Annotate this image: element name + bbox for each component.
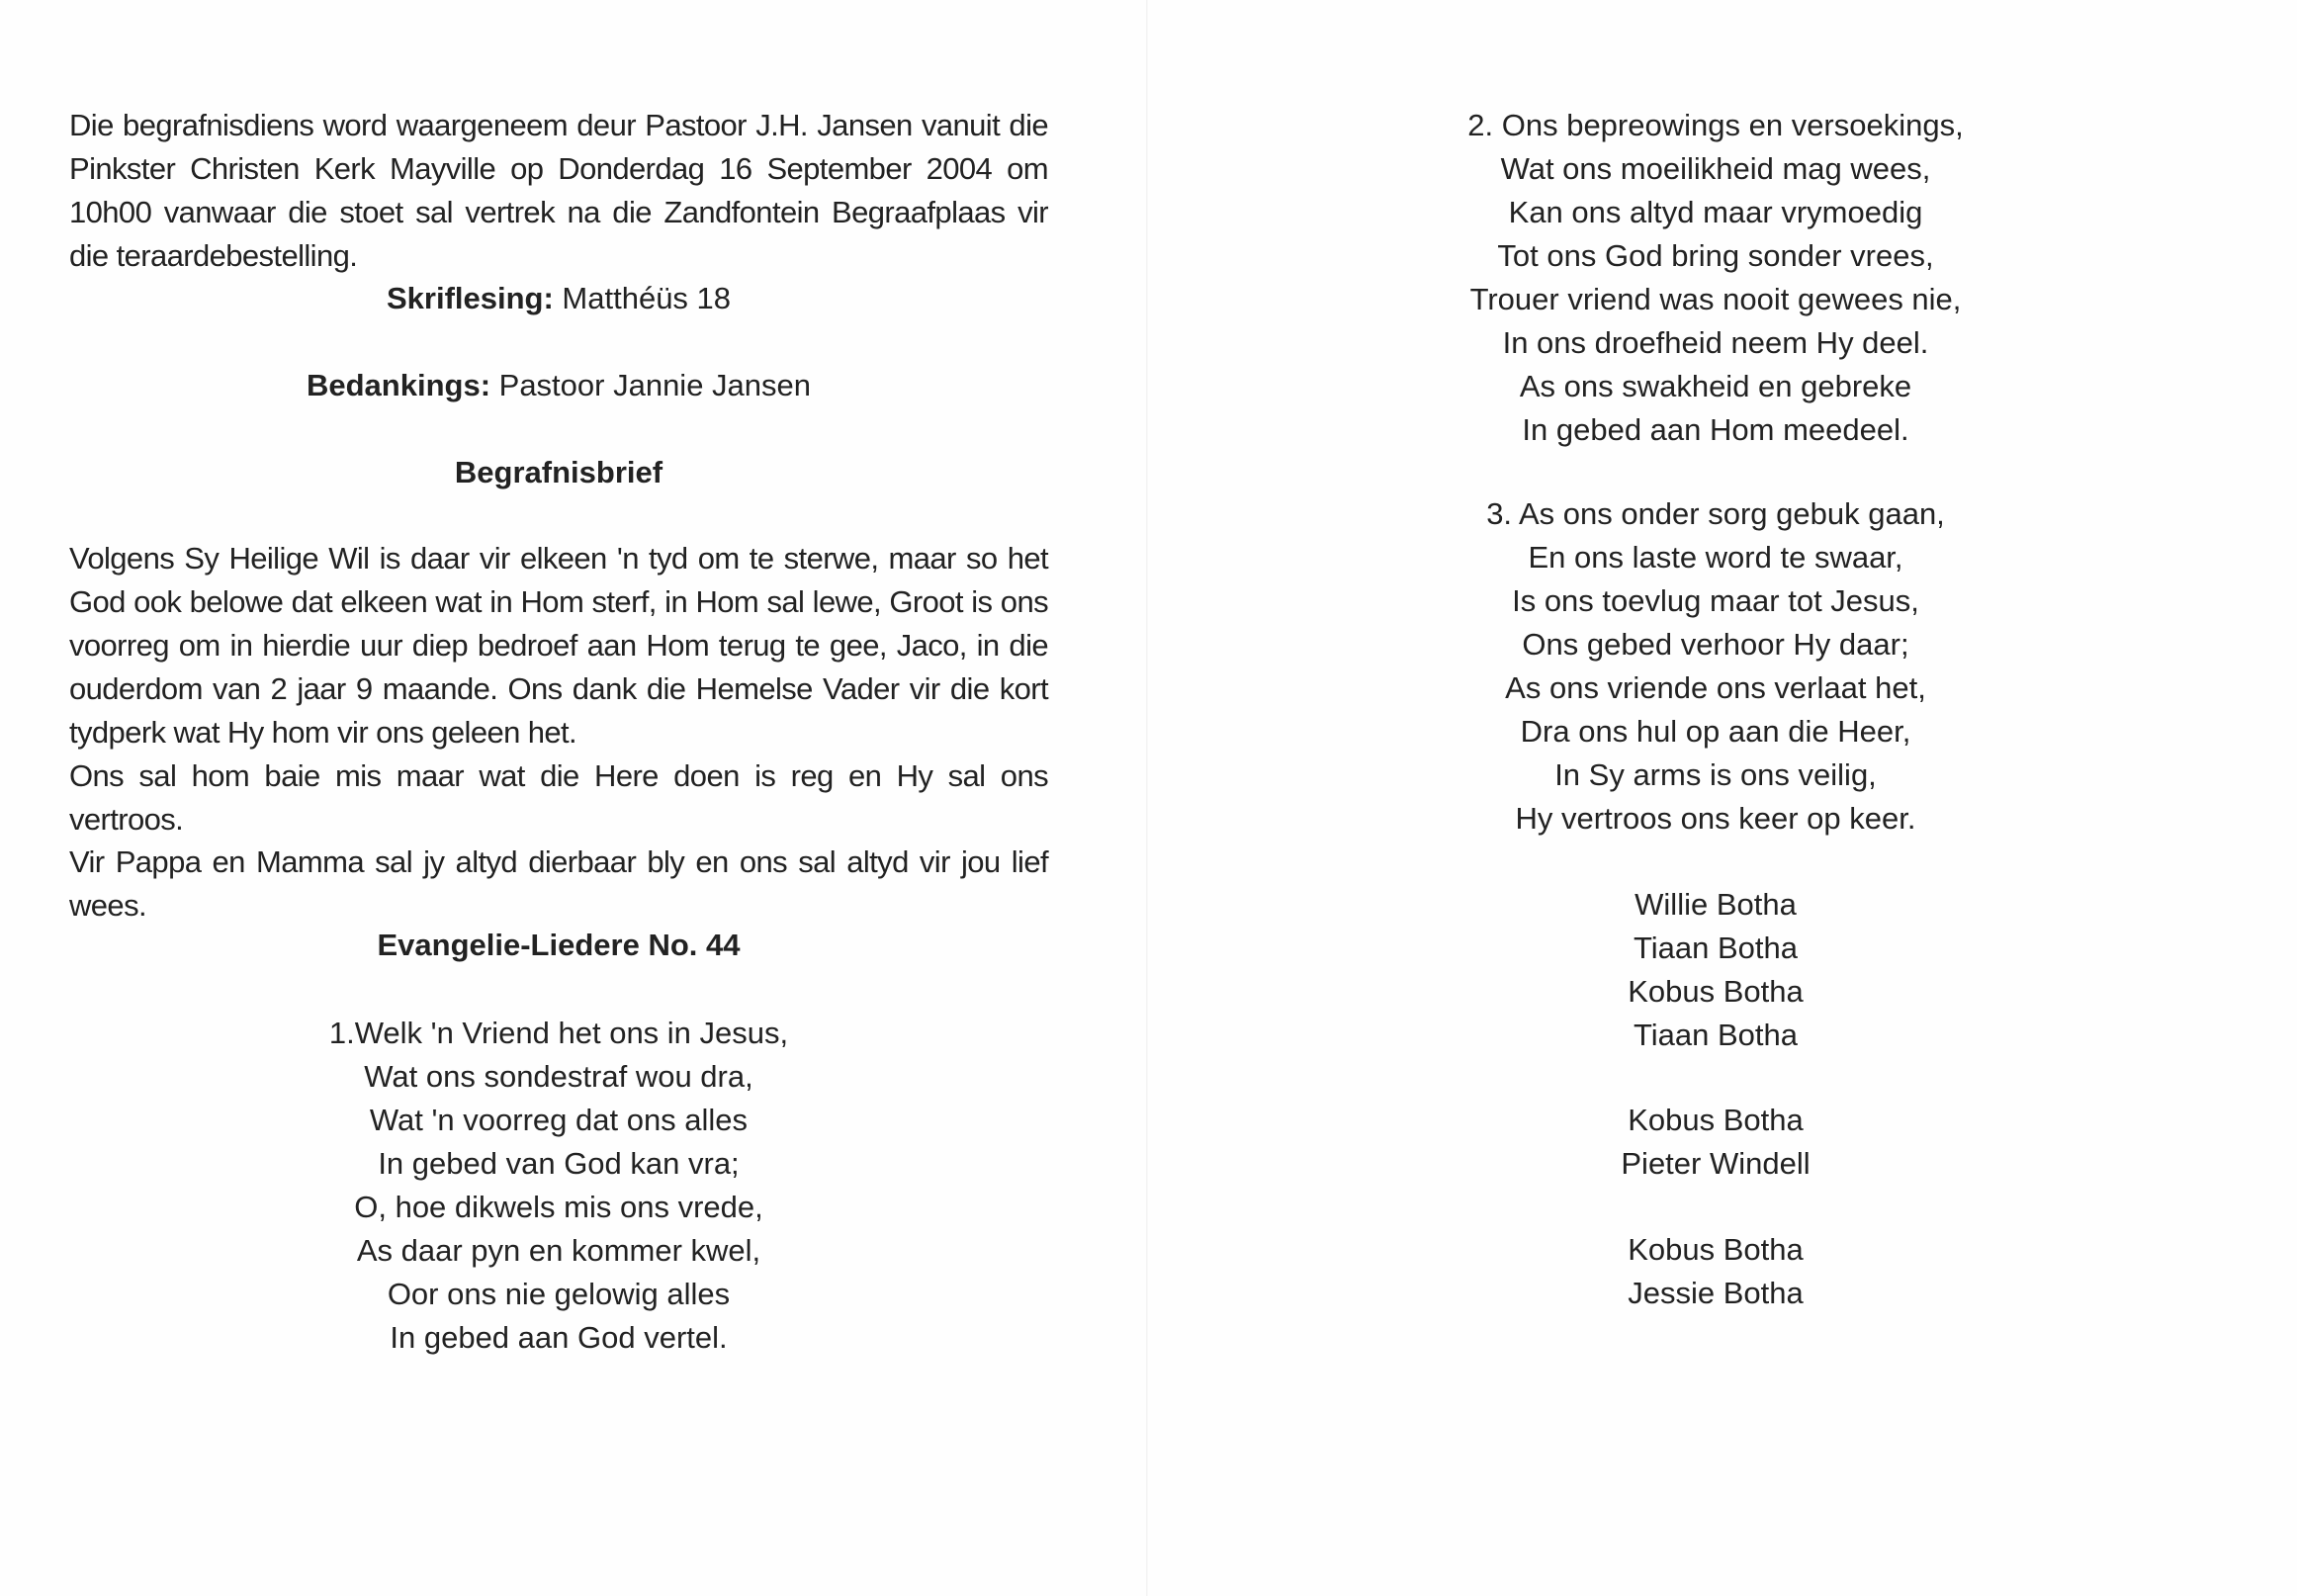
service-intro (69, 104, 1048, 278)
verse-line: Wat ons moeilikheid mag wees, (1500, 151, 1931, 186)
verse-line: 1.Welk 'n Vriend het ons in Jesus, (328, 1016, 789, 1050)
verse-line: Tot ons God bring sonder vrees, (1497, 238, 1934, 273)
verse-line: As ons swakheid en gebreke (1519, 369, 1912, 403)
names-group-2 (1226, 1099, 2205, 1186)
verse-line: Is ons toevlug maar tot Jesus, (1512, 583, 1919, 618)
verse-line: Oor ons nie gelowig alles (387, 1277, 731, 1311)
verse-line: O, hoe dikwels mis ons vrede, (354, 1190, 763, 1224)
verse-line: Dra ons hul op aan die Heer, (1520, 714, 1911, 749)
hymn-verse-3 (1226, 492, 2205, 841)
center-fold (1146, 0, 1148, 1596)
hymn-verse-2 (1226, 104, 2205, 452)
service-intro-text: Die begrafnisdiens word waargeneem deur Pastoor J.H. Jansen vanuit die Pinkster Christen Kerk Mayville op Donderdag 16 September 2004 om 10h00 vanwaar die stoet sal vertrek na die Zandfontein Begraafplaas vir die teraardebestelling. (69, 108, 1048, 273)
closing-line (69, 841, 1048, 928)
name-line: Jessie Botha (1628, 1276, 1804, 1310)
verse-line: Ons gebed verhoor Hy daar; (1522, 627, 1909, 662)
names-group-1 (1226, 883, 2205, 1057)
left-page (69, 0, 1058, 1596)
name-line: Kobus Botha (1628, 1103, 1804, 1137)
names-group-3 (1226, 1228, 2205, 1315)
verse-line: Kan ons altyd maar vrymoedig (1508, 195, 1923, 229)
verse-line: En ons laste word te swaar, (1528, 540, 1903, 575)
verse-line: In Sy arms is ons veilig, (1554, 757, 1877, 792)
verse-line: In gebed van God kan vra; (378, 1146, 740, 1181)
verse-line: In gebed aan Hom meedeel. (1522, 412, 1909, 447)
verse-line: As ons vriende ons verlaat het, (1505, 670, 1926, 705)
name-line: Tiaan Botha (1633, 1018, 1799, 1052)
name-line: Tiaan Botha (1633, 931, 1799, 965)
name-line: Willie Botha (1634, 887, 1797, 922)
skriflesing-label: Skriflesing: (386, 281, 554, 315)
verse-line: In ons droefheid neem Hy deel. (1502, 325, 1929, 360)
begrafnisbrief-body (69, 537, 1048, 842)
name-line: Kobus Botha (1628, 1232, 1804, 1267)
begrafnisbrief-paragraph-1: Volgens Sy Heilige Wil is daar vir elkeen 'n tyd om te sterwe, maar so het God ook belowe dat elkeen wat in Hom sterf, in Hom sal lewe, Groot is ons voorreg om in hierdie uur diep bedroef aan Hom terug te gee, Jaco, in die ouderdom van 2 jaar 9 maande. Ons dank die Hemelse Vader vir die kort tydperk wat Hy hom vir ons geleen het. (69, 541, 1048, 750)
verse-line: Hy vertroos ons keer op keer. (1515, 801, 1916, 836)
skriflesing-line (69, 277, 1048, 320)
right-page (1226, 0, 2215, 1596)
verse-line: 3. As ons onder sorg gebuk gaan, (1486, 496, 1945, 531)
verse-line: Trouer vriend was nooit gewees nie, (1469, 282, 1962, 316)
verse-line: 2. Ons bepreowings en versoekings, (1467, 108, 1964, 142)
skriflesing-value: Matthéüs 18 (562, 281, 732, 315)
begrafnisbrief-heading: Begrafnisbrief (454, 455, 663, 489)
begrafnisbrief-paragraph-2: Ons sal hom baie mis maar wat die Here doen is reg en Hy sal ons vertroos. (69, 758, 1048, 837)
closing-text: Vir Pappa en Mamma sal jy altyd dierbaar bly en ons sal altyd vir jou lief wees. (69, 844, 1048, 923)
verse-line: In gebed aan God vertel. (390, 1320, 728, 1355)
name-line: Pieter Windell (1621, 1146, 1811, 1181)
hymn-heading: Evangelie-Liedere No. 44 (377, 928, 741, 962)
verse-line: Wat 'n voorreg dat ons alles (369, 1103, 749, 1137)
name-line: Kobus Botha (1628, 974, 1804, 1009)
bedankings-label: Bedankings: (306, 368, 491, 402)
verse-line: As daar pyn en kommer kwel, (356, 1233, 761, 1268)
hymn-verse-1 (69, 1012, 1048, 1360)
bedankings-value: Pastoor Jannie Jansen (498, 368, 812, 402)
bedankings-line (69, 364, 1048, 407)
verse-line: Wat ons sondestraf wou dra, (364, 1059, 753, 1094)
